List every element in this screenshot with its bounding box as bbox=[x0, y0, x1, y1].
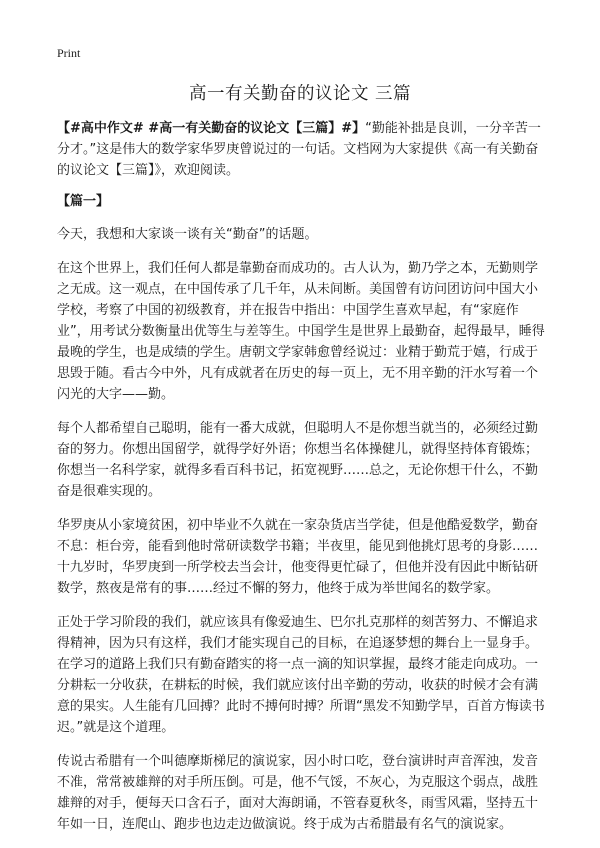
body-paragraph: 每个人都希望自己聪明，能有一番大成就，但聪明人不是你想当就当的，必须经过勤奋的努力。你想出国留学，就得学好外语；你想当名体操健儿，就得坚持体育锻炼；你想当一名科学家，就得多看百科书记，拓宽视野……总之，无论你想干什么，不勤奋是很难实现的。 bbox=[57, 421, 539, 499]
print-link[interactable]: Print bbox=[57, 46, 81, 60]
body-paragraph: 正处于学习阶段的我们，就应该具有像爱迪生、巴尔扎克那样的刻苦努力、不懈追求得精神，因为只有这样，我们才能实现自己的目标，在追逐梦想的舞台上一显身手。在学习的道路上我们只有勤奋踏实的将一点一滴的知识掌握，最终才能走向成功。一分耕耘一分收获，在耕耘的时候，我们就应该付出辛勤的劳动，收获的时候才会有满意的果实。人生能有几回搏？此时不搏何时搏？所谓“黑发不知勤学早，百首方悔读书迟。”就是这个道理。 bbox=[57, 615, 545, 735]
section-heading: 【篇一】 bbox=[57, 194, 110, 209]
article-body bbox=[57, 118, 545, 848]
body-paragraph: 今天，我想和大家谈一谈有关“勤奋”的话题。 bbox=[57, 227, 318, 242]
intro-text: “勤能补拙是良训，一分辛苦一分才。”这是伟大的数学家华罗庚曾说过的一句话。文档网为大家提供《高一有关勤奋的议论文【三篇】》，欢迎阅读。 bbox=[57, 121, 541, 178]
intro-paragraph bbox=[57, 118, 545, 181]
body-paragraph: 传说古希腊有一个叫德摩斯梯尼的演说家，因小时口吃，登台演讲时声音浑浊，发音不准，常常被雄辩的对手所压倒。可是，他不气馁，不灰心，为克服这个弱点，战胜雄辩的对手，便每天口含石子，面对大海朗诵，不管春夏秋冬，雨雪风霜，坚持五十年如一日，连爬山、跑步也边走边做演说。终于成为古希腊最有名气的演说家。 bbox=[57, 754, 539, 832]
page-title: 高一有关勤奋的议论文 三篇 bbox=[188, 84, 412, 104]
intro-tag: 【#高中作文# #高一有关勤奋的议论文【三篇】#】 bbox=[57, 121, 366, 136]
body-paragraph: 在这个世界上，我们任何人都是靠勤奋而成功的。古人认为，勤乃学之本，无勤则学之无成。这一观点，在中国传承了几千年，从未间断。美国曾有访问团访问中国大小学校，考察了中国的初级教育，并在报告中指出：中国学生喜欢早起，有“家庭作业”，用考试分数衡量出优等生与差等生。中国学生是世界上最勤奋，起得最早，睡得最晚的学生，也是成绩的学生。唐朝文学家韩愈曾经说过：业精于勤荒于嬉，行成于思毁于随。看古今中外，凡有成就者在历史的每一页上，无不用辛勤的汗水写着一个闪光的大字——勤。 bbox=[57, 261, 545, 402]
body-paragraph: 华罗庚从小家境贫困，初中毕业不久就在一家杂货店当学徒，但是他酷爱数学，勤奋不息：柜台旁，能看到他时常研读数学书籍；半夜里，能见到他挑灯思考的身影……十九岁时，华罗庚到一所学校去当会计，他变得更忙碌了，但他并没有因此中断钻研数学，熬夜是常有的事……经过不懈的努力，他终于成为举世闻名的数学家。 bbox=[57, 518, 539, 596]
